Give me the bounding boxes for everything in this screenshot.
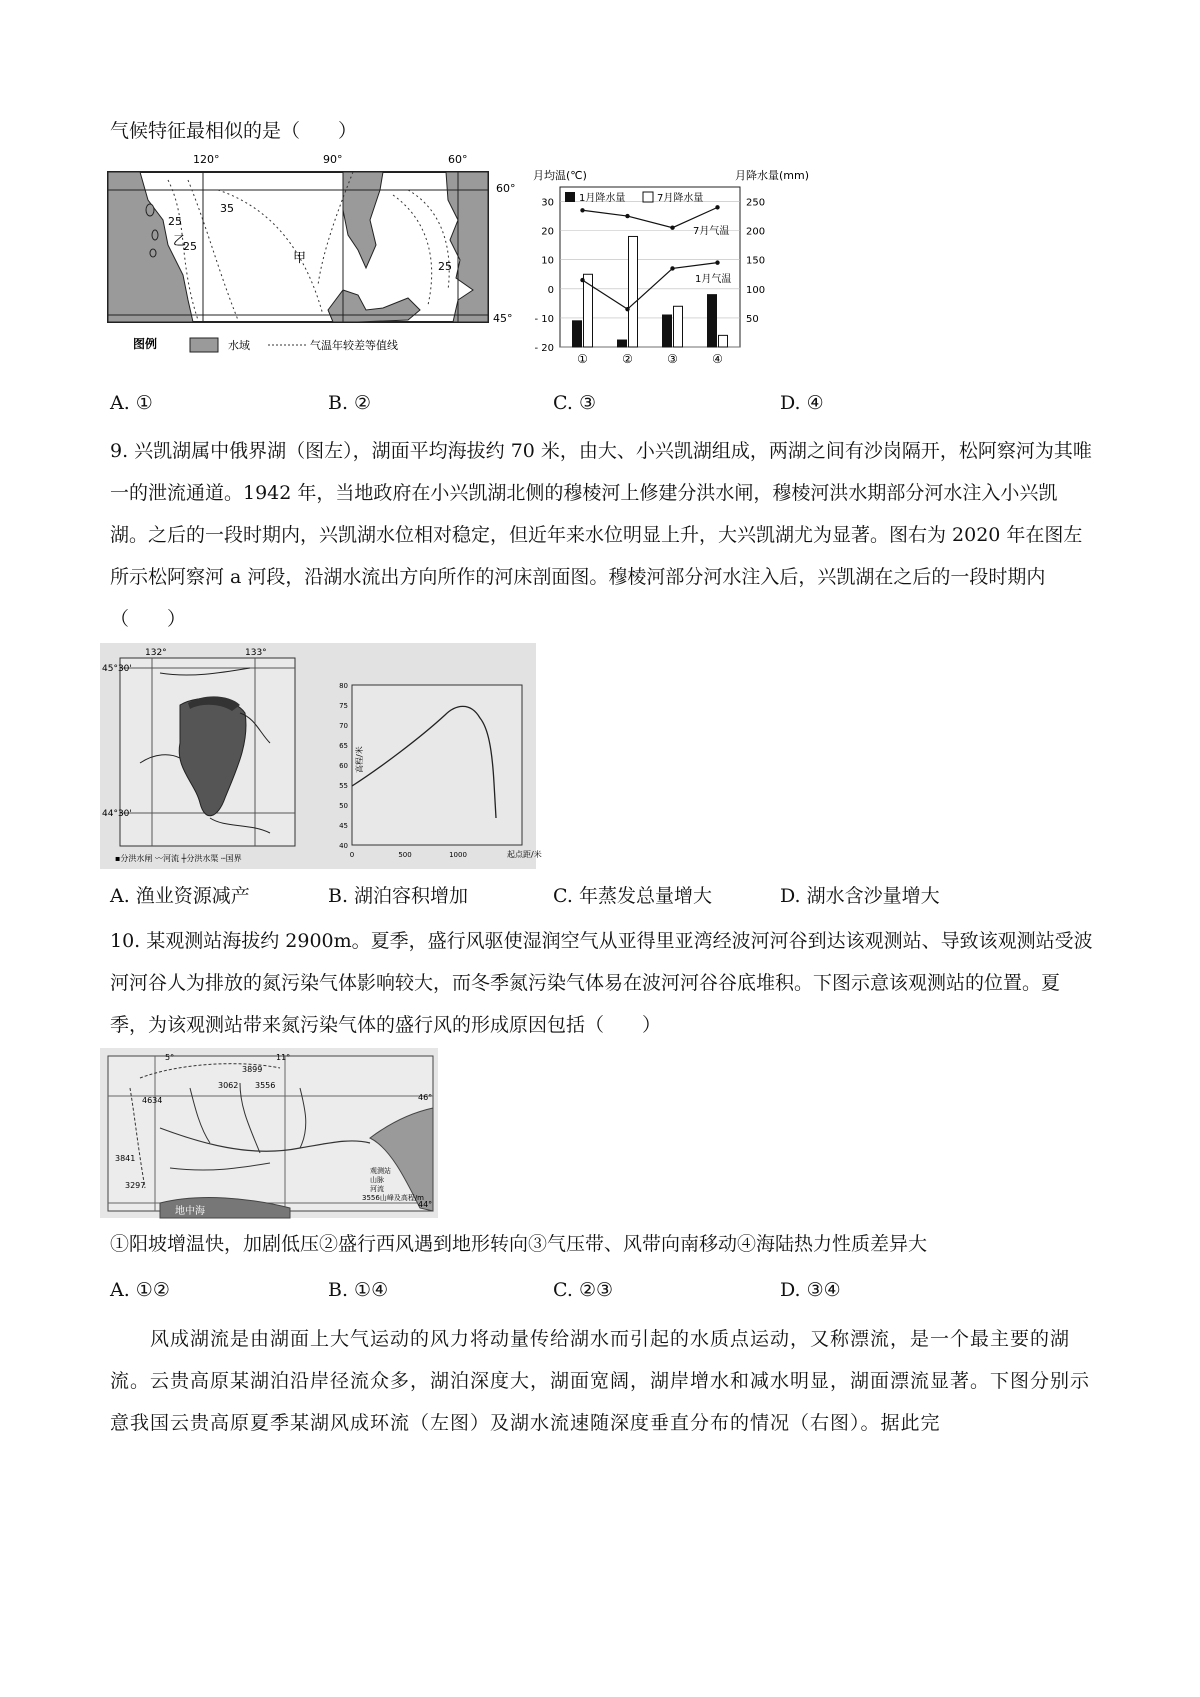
map8-lat-45: 45° bbox=[493, 312, 513, 325]
q10-option-d[interactable]: D. ③④ bbox=[780, 1279, 841, 1301]
peak-label: 3297 bbox=[125, 1181, 146, 1190]
bar-jan-precip bbox=[708, 295, 717, 347]
q10-option-b[interactable]: B. ①④ bbox=[328, 1279, 389, 1301]
chart-category-label: ④ bbox=[712, 352, 723, 366]
chart-left-tick-label: 0 bbox=[547, 284, 554, 296]
q9-figure bbox=[100, 643, 542, 869]
map8-isoline-label: 35 bbox=[220, 202, 234, 215]
q8-map-figure bbox=[108, 150, 528, 360]
profile-y-tick: 40 bbox=[339, 842, 348, 850]
label-jul-temp: 7月气温 bbox=[693, 226, 730, 237]
map8-lon-90: 90° bbox=[323, 153, 343, 166]
chart-right-tick-label: 200 bbox=[746, 226, 766, 238]
legend-jan-precip: 1月降水量 bbox=[579, 193, 626, 204]
map10-legend-peak: 3556山峰及高程/m bbox=[362, 1194, 424, 1202]
profile-y-tick: 50 bbox=[339, 802, 348, 810]
point-jul-temp bbox=[715, 205, 719, 209]
profile-x-tick: 500 bbox=[398, 851, 412, 859]
q10-option-c[interactable]: C. ②③ bbox=[553, 1279, 614, 1301]
legend-jul-precip-swatch bbox=[643, 192, 653, 202]
map8-lon-60: 60° bbox=[448, 153, 468, 166]
q9-option-b[interactable]: B. 湖泊容积增加 bbox=[328, 885, 469, 907]
profile-y-tick: 70 bbox=[339, 722, 348, 730]
map10-lon-11: 11° bbox=[276, 1053, 291, 1062]
q9-options bbox=[110, 876, 1095, 916]
chart-left-axis-title: 月均温(℃) bbox=[533, 169, 587, 182]
map10-legend-river: 河流 bbox=[370, 1185, 384, 1193]
map9-legend: ▪分洪水闸 〰河流 ┼分洪水渠 ┄国界 bbox=[115, 854, 242, 863]
chart-left-tick-label: 10 bbox=[541, 255, 554, 267]
map8-legend-title: 图例 bbox=[133, 337, 158, 351]
profile-y-tick: 60 bbox=[339, 762, 348, 770]
map8-lat-60: 60° bbox=[496, 182, 516, 195]
profile-y-tick: 65 bbox=[339, 742, 348, 750]
map8-place-jia: 甲 bbox=[293, 251, 307, 266]
q10-text: 10. 某观测站海拔约 2900m。夏季，盛行风驱使湿润空气从亚得里亚湾经波河河谷到达该观测站、导致该观测站受波河河谷人为排放的氮污染气体影响较大，而冬季氮污染气体易在波河河谷谷底堆积。下图示意该观测站的位置。夏季，为该观测站带来氮污染气体的盛行风的形成原因包括（ ） bbox=[110, 930, 1093, 1036]
profile-x-tick: 1000 bbox=[449, 851, 467, 859]
chart-right-tick-label: 100 bbox=[746, 284, 766, 296]
peak-label: 3841 bbox=[115, 1154, 136, 1163]
chart-right-axis-title: 月降水量(mm) bbox=[735, 169, 810, 182]
point-jan-temp bbox=[580, 278, 584, 282]
bar-jan-precip bbox=[618, 340, 627, 347]
chart-right-tick-label: 250 bbox=[746, 197, 766, 209]
q10-map bbox=[100, 1048, 438, 1218]
passage-text: 风成湖流是由湖面上大气运动的风力将动量传给湖水而引起的水质点运动，又称漂流，是一个最主要的湖流。云贵高原某湖泊沿岸径流众多，湖泊深度大，湖面宽阔，湖岸增水和减水明显，湖面漂流显著。下图分别示意我国云贵高原夏季某湖风成环流（左图）及湖水流速随深度垂直分布的情况（右图）。据此完 bbox=[110, 1328, 1091, 1434]
profile-y-tick: 55 bbox=[339, 782, 348, 790]
q10-options bbox=[110, 1270, 1095, 1310]
map8-isoline-label: 25 bbox=[168, 215, 182, 228]
map8-place-yi: 乙 bbox=[173, 234, 187, 249]
map10-lon-5: 5° bbox=[165, 1053, 175, 1062]
map10-sea-label: 地中海 bbox=[175, 1206, 205, 1217]
map8-legend-line: 气温年较差等值线 bbox=[310, 339, 398, 352]
chart-left-tick-label: 30 bbox=[541, 197, 554, 209]
point-jan-temp bbox=[715, 260, 719, 264]
chart-left-tick-label: - 10 bbox=[534, 313, 554, 325]
map8-isoline-label: 25 bbox=[183, 240, 197, 253]
q9-option-c[interactable]: C. 年蒸发总量增大 bbox=[553, 885, 712, 907]
chart-right-tick-label: 50 bbox=[746, 313, 759, 325]
q9-option-a[interactable]: A. 渔业资源减产 bbox=[110, 885, 250, 907]
point-jan-temp bbox=[625, 307, 629, 311]
bar-jul-precip bbox=[719, 335, 728, 347]
map8-legend-water: 水域 bbox=[228, 339, 250, 352]
profile-y-tick: 75 bbox=[339, 702, 348, 710]
peak-label: 3062 bbox=[218, 1081, 239, 1090]
legend-jan-precip-swatch bbox=[565, 192, 575, 202]
peak-label: 3899 bbox=[242, 1065, 263, 1074]
chart-category-label: ① bbox=[577, 352, 588, 366]
chart-category-label: ② bbox=[622, 352, 633, 366]
map8-isoline-label: 25 bbox=[438, 260, 452, 273]
line-jul-temp bbox=[583, 207, 718, 227]
bar-jul-precip bbox=[674, 306, 683, 347]
q8-stem: 气候特征最相似的是（ ） bbox=[110, 120, 358, 142]
label-jan-temp: 1月气温 bbox=[695, 274, 732, 285]
chart-right-tick-label: 150 bbox=[746, 255, 766, 267]
map9-lon-132: 132° bbox=[145, 648, 167, 658]
q8-option-c[interactable]: C. ③ bbox=[553, 392, 596, 414]
profile-y-tick: 80 bbox=[339, 682, 348, 690]
q10-statements: ①阳坡增温快，加剧低压②盛行西风遇到地形转向③气压带、风带向南移动④海陆热力性质差异大 bbox=[110, 1233, 928, 1255]
line-jan-temp bbox=[583, 263, 718, 310]
q10-option-a[interactable]: A. ①② bbox=[110, 1279, 170, 1301]
map9-lat-4430: 44°30' bbox=[102, 809, 132, 819]
climate-chart bbox=[515, 162, 815, 372]
point-jan-temp bbox=[670, 266, 674, 270]
q8-option-a[interactable]: A. ① bbox=[110, 392, 153, 414]
chart-left-tick-label: - 20 bbox=[534, 343, 554, 354]
q9-option-d[interactable]: D. 湖水含沙量增大 bbox=[780, 885, 940, 907]
q9-text: 9. 兴凯湖属中俄界湖（图左），湖面平均海拔约 70 米，由大、小兴凯湖组成，两湖之间有沙岗隔开，松阿察河为其唯一的泄流通道。1942 年，当地政府在小兴凯湖北侧的穆棱河上修建分洪水闸，穆棱河洪水期部分河水注入小兴凯湖。之后的一段时期内，兴凯湖水位相对稳定，但近年来水位明显上升，大兴凯湖尤为显著。图右为 2020 年在图左所示松阿察河 a 河段，沿湖水流出方向所作的河床剖面图。穆棱河部分河水注入后，兴凯湖在之后的一段时期内（ ） bbox=[110, 440, 1092, 630]
point-jul-temp bbox=[670, 226, 674, 230]
map10-legend-mountain: 山脉 bbox=[370, 1176, 384, 1184]
map8-lon-120: 120° bbox=[193, 153, 220, 166]
bar-jan-precip bbox=[663, 315, 672, 347]
map10-lat-46: 46° bbox=[418, 1093, 433, 1102]
peak-label: 3556 bbox=[255, 1081, 276, 1090]
q8-options bbox=[110, 383, 1095, 423]
profile-y-tick: 45 bbox=[339, 822, 348, 830]
legend-jul-precip: 7月降水量 bbox=[657, 193, 704, 204]
chart-left-tick-label: 20 bbox=[541, 226, 554, 238]
point-jul-temp bbox=[580, 208, 584, 212]
bar-jul-precip bbox=[629, 236, 638, 347]
map8-legend-water-swatch bbox=[190, 338, 218, 352]
peak-label: 4634 bbox=[142, 1096, 163, 1105]
q8-option-d[interactable]: D. ④ bbox=[780, 392, 824, 414]
map9-lat-4530: 45°30' bbox=[102, 664, 132, 674]
map10-lat-44: 44° bbox=[418, 1200, 433, 1209]
point-jul-temp bbox=[625, 214, 629, 218]
profile-x-label: 起点距/米 bbox=[507, 850, 542, 859]
chart-category-label: ③ bbox=[667, 352, 678, 366]
profile-x-tick: 0 bbox=[349, 851, 355, 859]
map10-legend-station: 观测站 bbox=[370, 1167, 391, 1175]
profile-y-label: 高程/米 bbox=[355, 746, 364, 773]
map9-lon-133: 133° bbox=[245, 648, 267, 658]
bar-jan-precip bbox=[573, 321, 582, 347]
q8-option-b[interactable]: B. ② bbox=[328, 392, 372, 414]
